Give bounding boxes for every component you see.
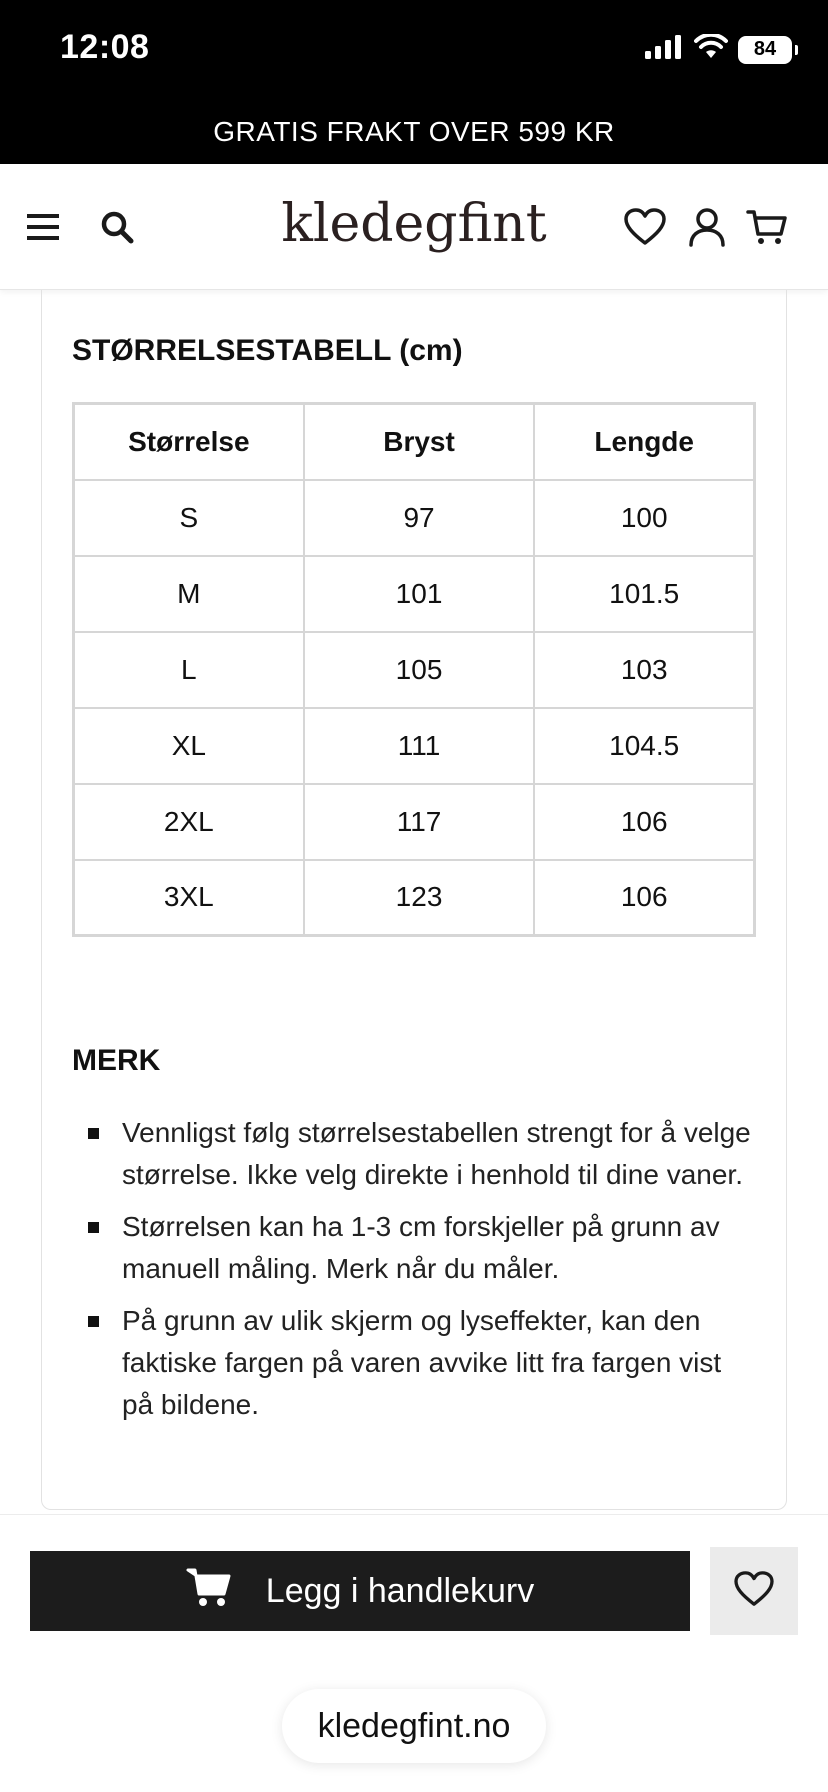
table-row bbox=[74, 708, 755, 784]
bottom-action-bar bbox=[0, 1514, 828, 1792]
promo-banner bbox=[0, 100, 828, 164]
table-row bbox=[74, 860, 755, 936]
table-cell: 104.5 bbox=[534, 708, 754, 784]
table-cell: 117 bbox=[304, 784, 535, 860]
list-item: Vennligst følg størrelsestabellen strengt for å velge størrelse. Ikke velg direkte i henhold til dine vaner. bbox=[86, 1112, 756, 1196]
table-cell: 3XL bbox=[74, 860, 304, 936]
promo-text: GRATIS FRAKT OVER 599 KR bbox=[213, 116, 615, 147]
table-header-row bbox=[74, 404, 755, 480]
table-cell: 97 bbox=[304, 480, 535, 556]
url-text: kledegfint.no bbox=[317, 1706, 511, 1745]
browser-url-bar[interactable] bbox=[282, 1689, 546, 1763]
list-item: På grunn av ulik skjerm og lyseffekter, kan den faktiske fargen på varen avvike litt fra fargen vist på bildene. bbox=[86, 1300, 756, 1426]
size-table bbox=[72, 402, 756, 937]
site-header bbox=[0, 164, 828, 290]
heart-icon bbox=[734, 1571, 774, 1612]
wishlist-button[interactable] bbox=[710, 1547, 798, 1635]
table-cell: L bbox=[74, 632, 304, 708]
table-cell: S bbox=[74, 480, 304, 556]
table-cell: M bbox=[74, 556, 304, 632]
notes-list bbox=[86, 1112, 756, 1436]
table-cell: 106 bbox=[534, 784, 754, 860]
status-icons bbox=[644, 34, 792, 65]
add-to-cart-label: Legg i handlekurv bbox=[265, 1571, 535, 1610]
table-cell: 101 bbox=[304, 556, 535, 632]
column-header: Bryst bbox=[304, 404, 535, 480]
table-cell: 100 bbox=[534, 480, 754, 556]
cart-icon bbox=[186, 1566, 232, 1617]
notes-title: MERK bbox=[72, 1044, 161, 1077]
table-cell: 106 bbox=[534, 860, 754, 936]
table-cell: 101.5 bbox=[534, 556, 754, 632]
column-header: Lengde bbox=[534, 404, 754, 480]
battery-icon bbox=[738, 36, 792, 64]
table-cell: 123 bbox=[304, 860, 535, 936]
table-cell: 103 bbox=[534, 632, 754, 708]
site-logo[interactable]: kledegfint bbox=[281, 194, 547, 254]
table-cell: 2XL bbox=[74, 784, 304, 860]
wifi-icon bbox=[694, 34, 728, 65]
table-cell: 105 bbox=[304, 632, 535, 708]
add-to-cart-button[interactable] bbox=[30, 1551, 690, 1631]
table-cell: XL bbox=[74, 708, 304, 784]
status-bar bbox=[0, 0, 828, 100]
status-time: 12:08 bbox=[60, 28, 150, 66]
table-row bbox=[74, 556, 755, 632]
table-row bbox=[74, 784, 755, 860]
list-item: Størrelsen kan ha 1-3 cm forskjeller på grunn av manuell måling. Merk når du måler. bbox=[86, 1206, 756, 1290]
battery-level: 84 bbox=[753, 38, 777, 60]
signal-icon bbox=[644, 34, 684, 65]
heart-icon[interactable] bbox=[622, 204, 668, 250]
size-table-title: STØRRELSESTABELL (cm) bbox=[72, 334, 463, 367]
cart-icon[interactable] bbox=[744, 204, 790, 250]
table-row bbox=[74, 480, 755, 556]
column-header: Størrelse bbox=[74, 404, 304, 480]
table-row bbox=[74, 632, 755, 708]
table-cell: 111 bbox=[304, 708, 535, 784]
user-icon[interactable] bbox=[684, 204, 730, 250]
